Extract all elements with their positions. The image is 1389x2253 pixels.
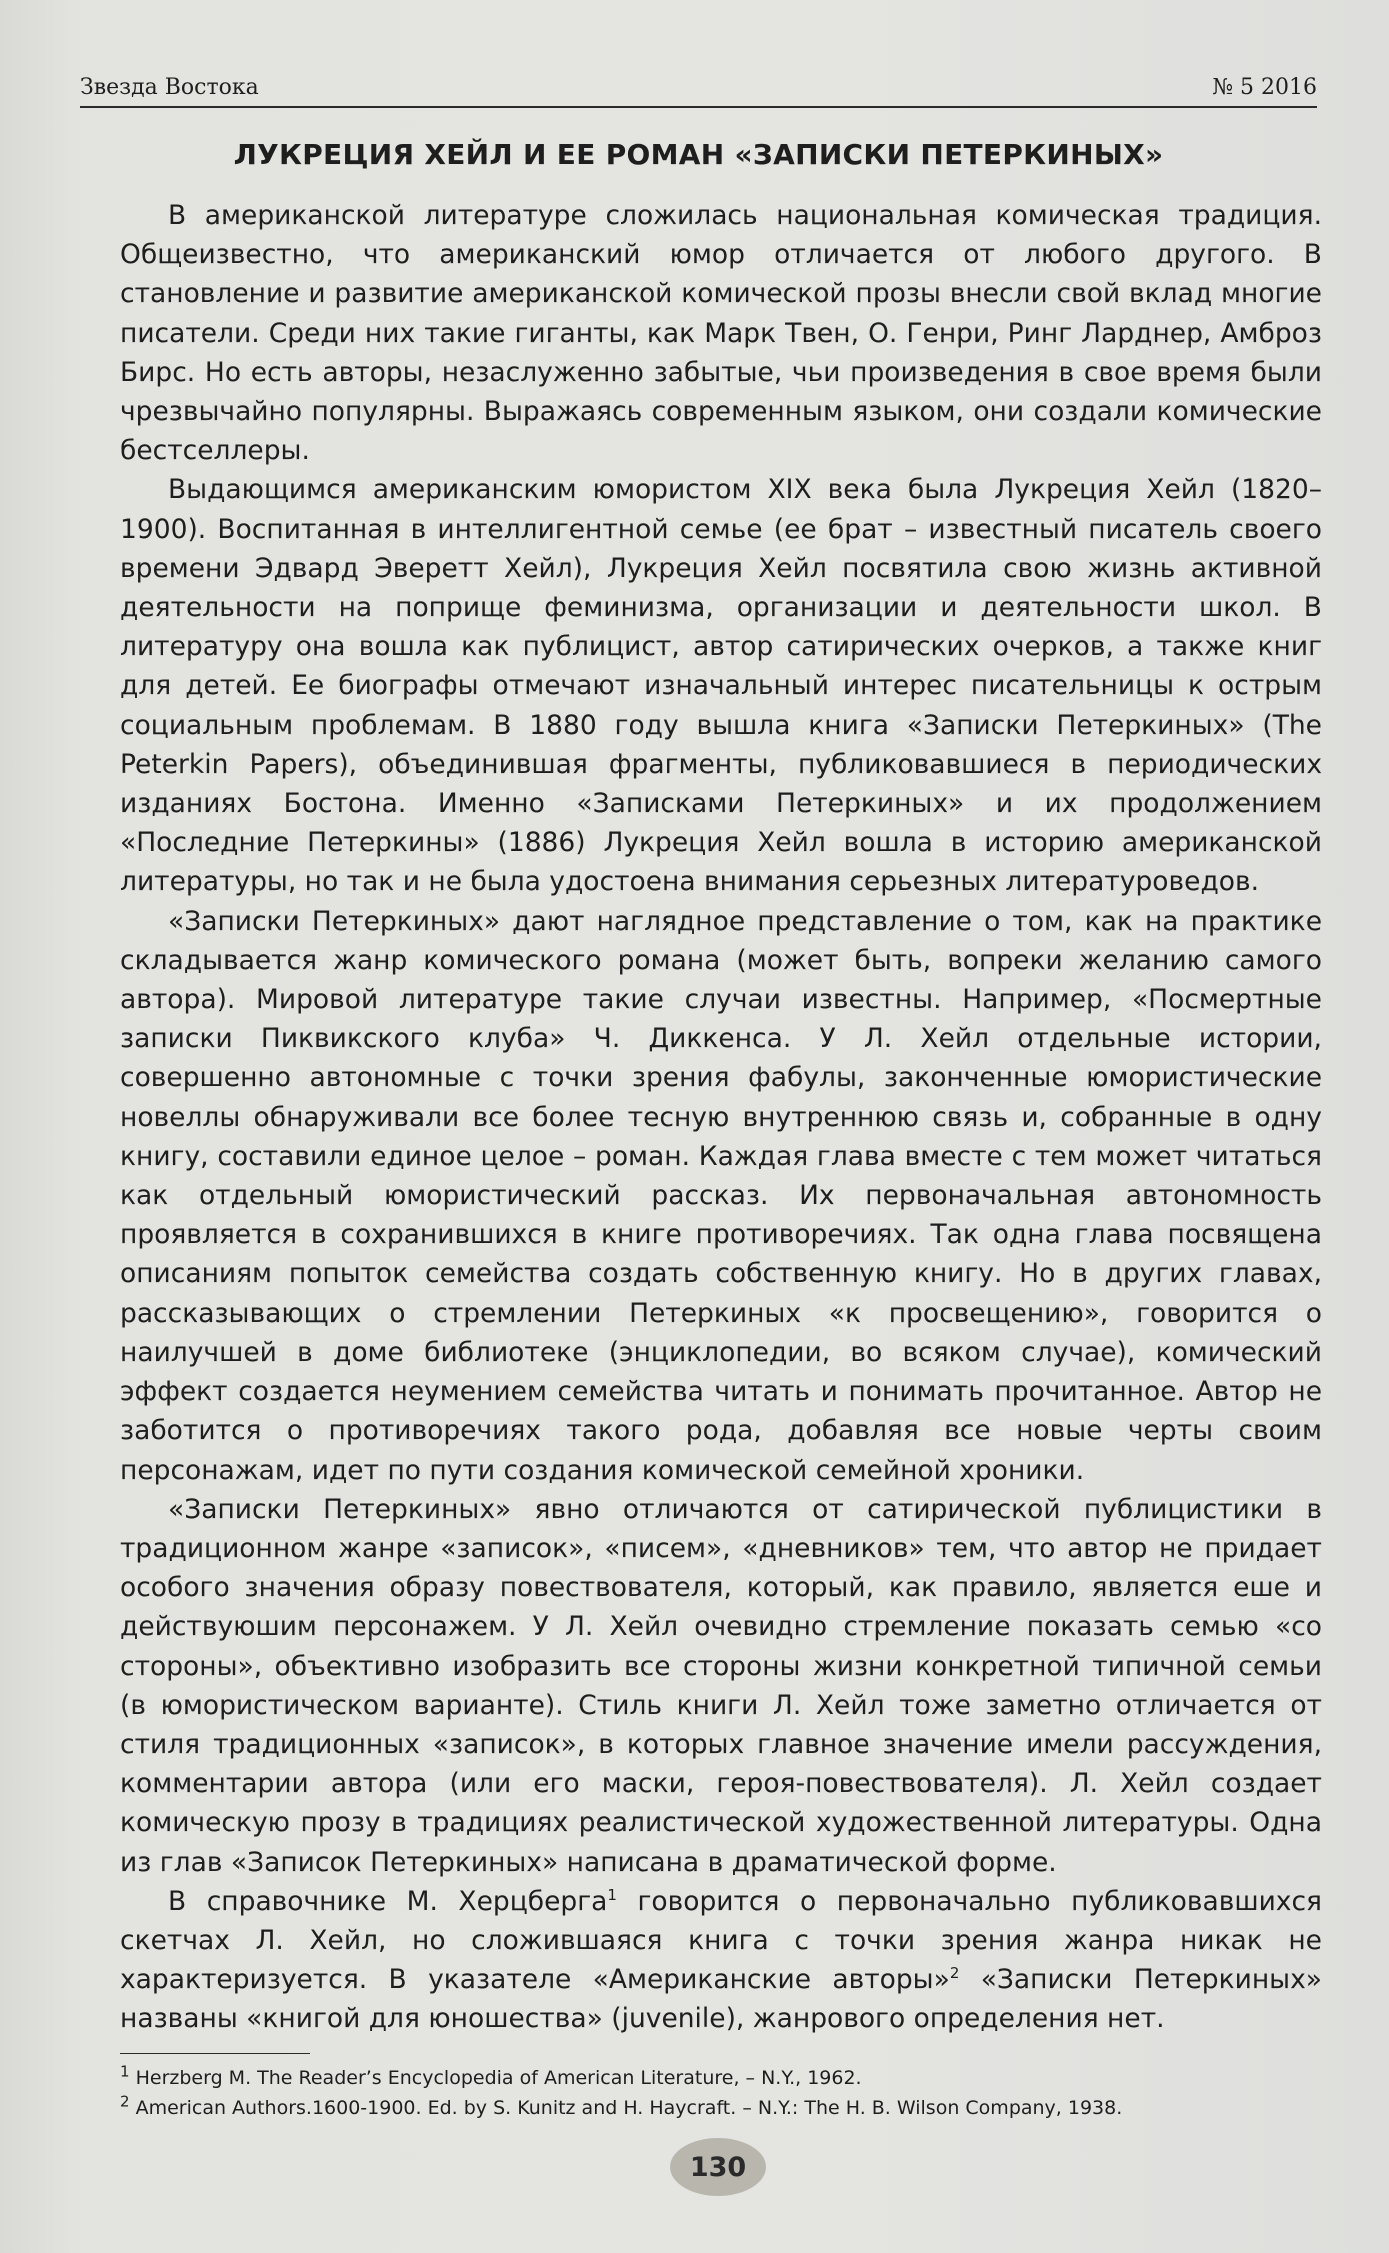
paragraph: «Записки Петеркиных» дают наглядное представление о том, как на практике складывается жанр комического романа (может быть, вопреки желанию самого автора). Мировой литературе такие случаи известны. Например, «Посмертные записки Пиквикского клуба» Ч. Диккенса. У Л. Хейл отдельные истории, совершенно автономные с точки зрения фабулы, законченные юмористические новеллы обнаруживали все более тесную внутреннюю связь и, собранные в одну книгу, составили единое целое – роман. Каждая глава вместе с тем может читаться как отдельный юмористический рассказ. Их первоначальная автономность проявляется в сохранившихся в книге противоречиях. Так одна глава посвящена описаниям попыток семейства создать собственную книгу. Но в других главах, рассказывающих о стремлении Петеркиных «к просвещению», говорится о наилучшей в доме библиотеке (энциклопедии, во всяком случае), комический эффект создается неумением семейства читать и понимать прочитанное. Автор не заботится о противоречиях такого рода, добавляя все новые черты своим персонажам, идет по пути создания комической семейной хроники. [120, 905, 1322, 1486]
paragraph [120, 1882, 1322, 2039]
running-header [80, 66, 1317, 108]
footnote [120, 2093, 1329, 2123]
article-body [120, 196, 1322, 2039]
footnote-divider [120, 2053, 310, 2054]
footnote-text: Herzberg M. The Reader’s Encyclopedia of American Literature, – N.Y., 1962. [129, 2067, 862, 2089]
paragraph: «Записки Петеркиных» явно отличаются от сатирической публицистики в традиционном жанре «записок», «писем», «дневников» тем, что автор не придает особого значения образу повествователя, который, как правило, является еше и действуюшим персонажем. У Л. Хейл очевидно стремление показать семью «со стороны», объективно изобразить все стороны жизни конкретной типичной семьи (в юмористическом варианте). Стиль книги Л. Хейл тоже заметно отличается от стиля традиционных «записок», в которых главное значение имели рассуждения, комментарии автора (или его маски, героя-повествователя). Л. Хейл создает комическую прозу в традициях реалистической художественной литературы. Одна из глав «Записок Петеркиных» написана в драматической форме. [120, 1493, 1322, 1878]
issue-number: № 5 2016 [1212, 75, 1317, 100]
footnote-ref: 2 [949, 1964, 960, 1983]
paragraph: Выдающимся американским юмористом XIX века была Лукреция Хейл (1820–1900). Воспитанная в интеллигентной семье (ее брат – известный писатель своего времени Эдвард Эверетт Хейл), Лукреция Хейл посвятила свою жизнь активной деятельности на поприще феминизма, организации и деятельности школ. В литературу она вошла как публицист, автор сатирических очерков, а также книг для детей. Ее биографы отмечают изначальный интерес писательницы к острым социальным проблемам. В 1880 году вышла книга «Записки Петеркиных» (The Peterkin Papers), объединившая фрагменты, публиковавшиеся в периодических изданиях Бостона. Именно «Записками Петеркиных» и их продолжением «Последние Петеркины» (1886) Лукреция Хейл вошла в историю американской литературы, но так и не была удостоена внимания серьезных литературоведов. [120, 474, 1322, 898]
footnote-number: 1 [120, 2062, 130, 2081]
paragraph: В американской литературе сложилась национальная комическая традиция. Общеизвестно, что американский юмор отличается от любого другого. В становление и развитие американской комической прозы внесли свой вклад многие писатели. Среди них такие гиганты, как Марк Твен, О. Генри, Ринг Ларднер, Амброз Бирс. Но есть авторы, незаслуженно забытые, чьи произведения в свое время были чрезвычайно популярны. Выражаясь современным языком, они создали комические бестселлеры. [120, 200, 1322, 467]
paragraph-text: говорится о первоначально публиковавшихся скетчах Л. Хейл, но сложившаяся книга с точки зрения жанра никак не характеризуется. В указателе «Американские авторы» [120, 1885, 1322, 1996]
footnote [120, 2063, 1329, 2093]
journal-name: Звезда Востока [80, 75, 259, 100]
footnote-ref: 1 [607, 1885, 617, 1904]
paragraph-text: В справочнике М. Херцберга [168, 1885, 608, 1917]
footnote-number: 2 [120, 2092, 130, 2111]
article-title: ЛУКРЕЦИЯ ХЕЙЛ И ЕЕ РОМАН «ЗАПИСКИ ПЕТЕРКИНЫХ» [233, 138, 1164, 171]
footnotes [120, 2063, 1329, 2123]
footnote-text: American Authors.1600-1900. Ed. by S. Kunitz and H. Haycraft. – N.Y.: The H. B. Wilson Company, 1938. [129, 2097, 1123, 2119]
paragraph-text: «Записки Петеркиных» названы «книгой для юношества» (juvenile), жанрового определения нет. [120, 1964, 1322, 2035]
page-number: 130 [670, 2138, 766, 2196]
